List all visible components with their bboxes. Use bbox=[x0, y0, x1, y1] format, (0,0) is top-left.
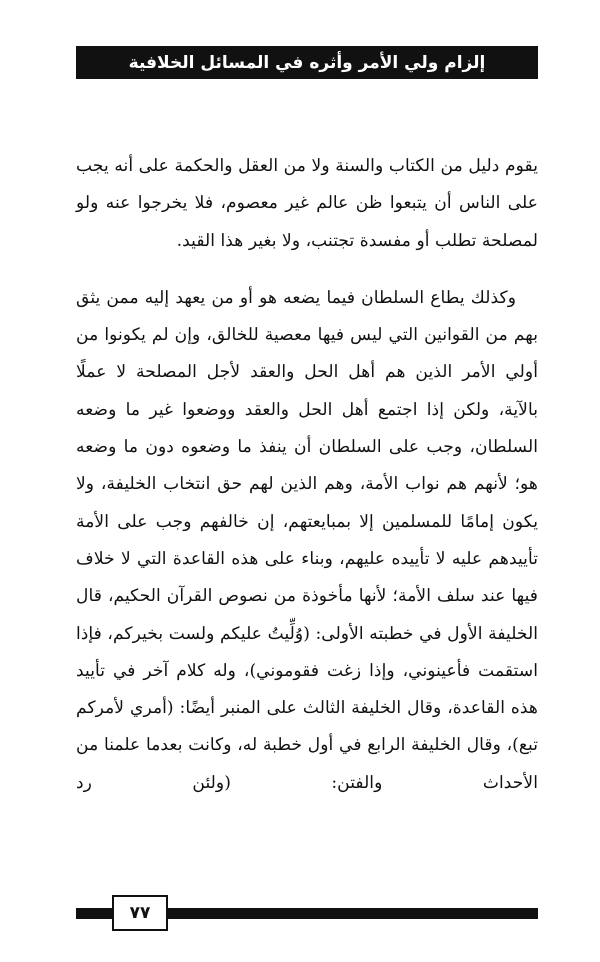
running-header bbox=[76, 46, 538, 79]
footer-rule-left bbox=[76, 908, 112, 919]
body-text bbox=[76, 148, 538, 802]
paragraph-2: وكذلك يطاع السلطان فيما يضعه هو أو من يعهد إليه ممن يثق بهم من القوانين التي ليس فيها معصية للخالق، وإن لم يكونوا من أولي الأمر الذين هم أهل الحل والعقد لأجل المصلحة لا عملًا بالآية، ولكن إذا اجتمع أهل الحل والعقد ووضعوا غير ما وضعه السلطان، وجب على السلطان أن ينفذ ما وضعوه دون ما وضعه هو؛ لأنهم هم نواب الأمة، وهم الذين لهم حق انتخاب الخليفة، ولا يكون إمامًا للمسلمين إلا بمبايعتهم، إن خالفهم وجب على الأمة تأييدهم عليه لا تأييده عليهم، وبناء على هذه القاعدة التي لا خلاف فيها عند سلف الأمة؛ لأنها مأخوذة من نصوص القرآن الحكيم، قال الخليفة الأول في خطبته الأولى: (وُلِّيتُ عليكم ولست بخيركم، فإذا استقمت فأعينوني، وإذا زغت فقوموني)، وله كلام آخر في تأييد هذه القاعدة، وقال الخليفة الثالث على المنبر أيضًا: (أمري لأمركم تبع)، وقال الخليفة الرابع في أول خطبة له، وكانت بعدما علمنا من الأحداث والفتن: (ولئن رد bbox=[76, 287, 538, 793]
footer-rule-right bbox=[168, 908, 538, 919]
paragraph-1: يقوم دليل من الكتاب والسنة ولا من العقل والحكمة على أنه يجب على الناس أن يتبعوا ظن عالم غير معصوم، فلا يخرجوا عنه ولو لمصلحة تطلب أو مفسدة تجتنب، ولا بغير هذا القيد. bbox=[76, 156, 538, 251]
page-number-box bbox=[112, 895, 168, 931]
page-number: ٧٧ bbox=[129, 903, 151, 923]
header-title: إلزام ولي الأمر وأثره في المسائل الخلافية bbox=[128, 52, 486, 73]
